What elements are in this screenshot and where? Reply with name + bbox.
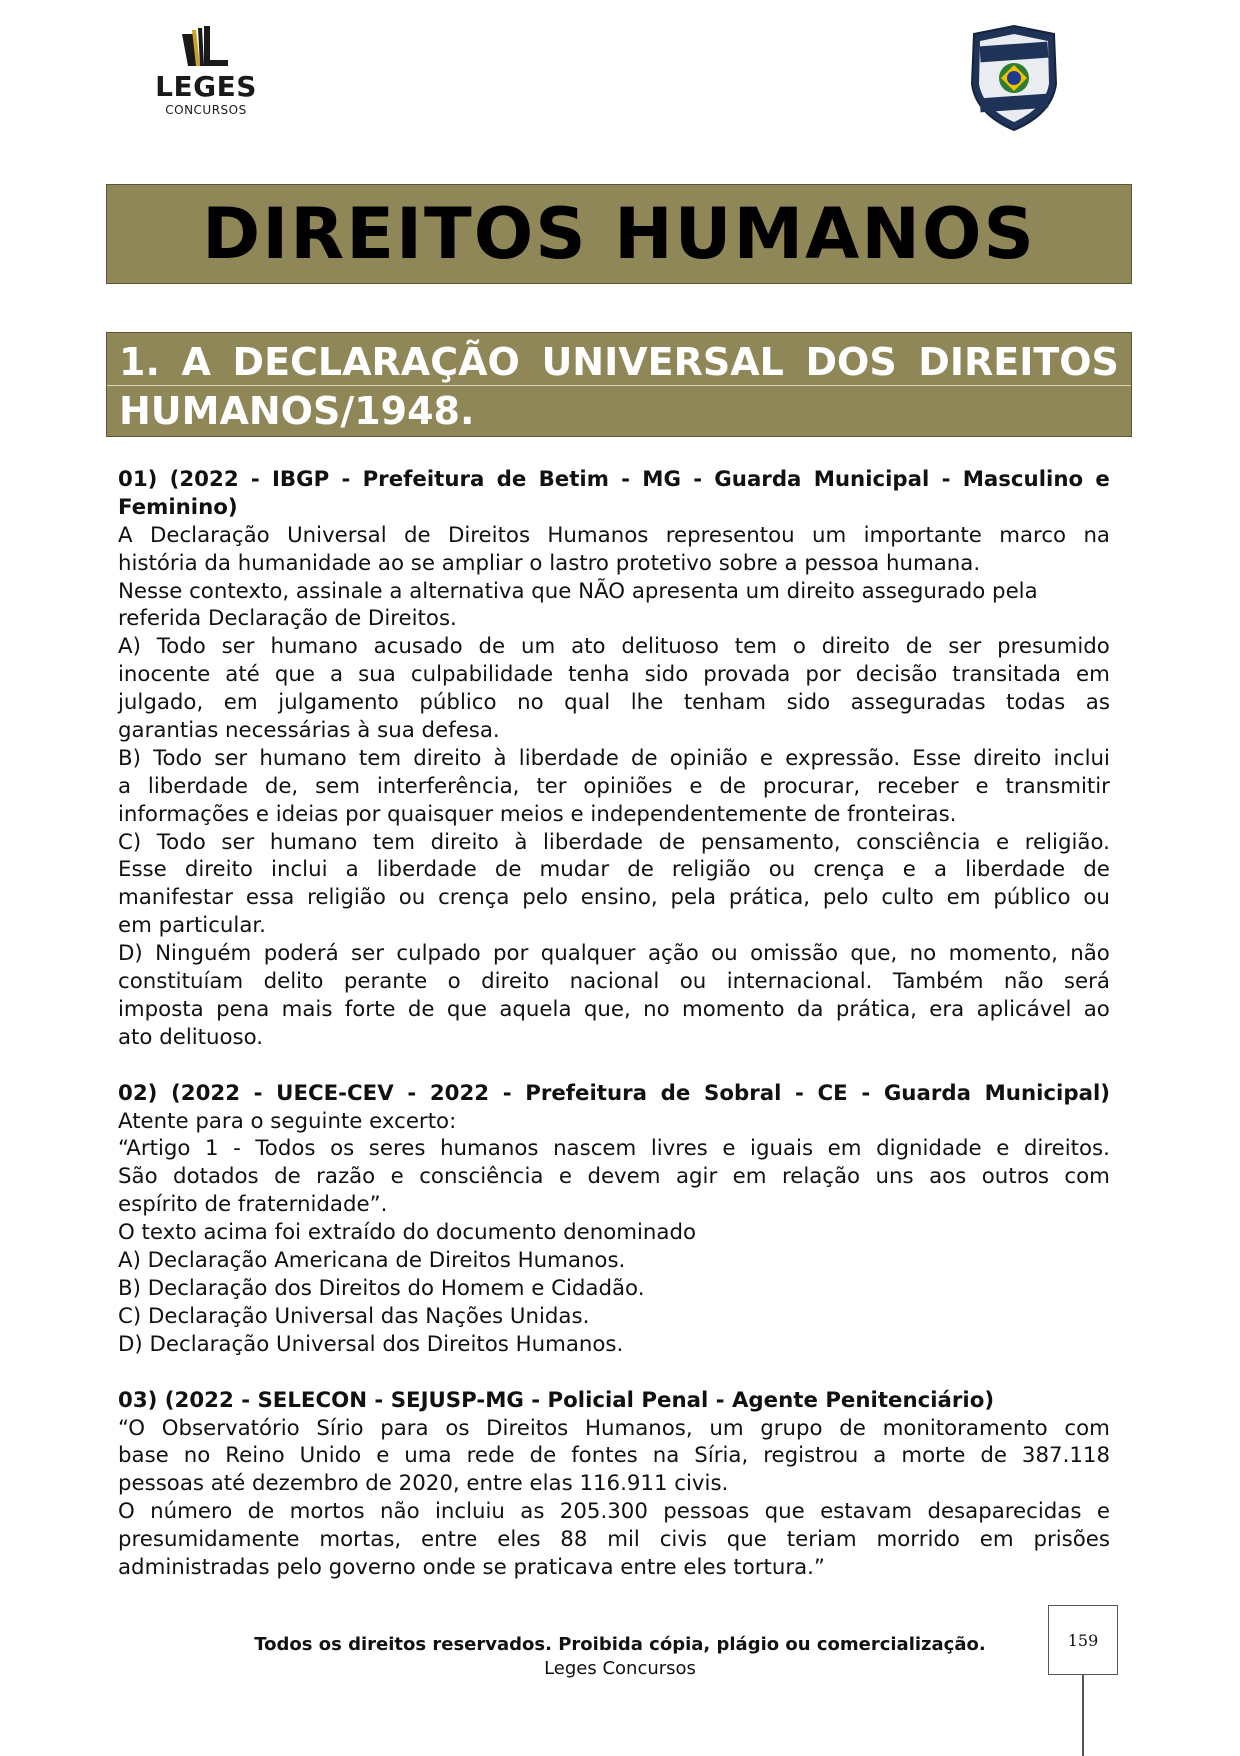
- question-text-line: espírito de fraternidade”.: [118, 1192, 388, 1218]
- section-heading-line2: HUMANOS/1948.: [119, 389, 475, 433]
- guarda-municipal-badge: [968, 24, 1060, 132]
- question-text-line: a liberdade de, sem interferência, ter opiniões e de procurar, receber e transmitir: [118, 773, 1110, 799]
- question-header: 01) (2022 - IBGP - Prefeitura de Betim - MG - Guarda Municipal - Masculino e: [118, 467, 1110, 492]
- logo-subtext: CONCURSOS: [165, 103, 247, 117]
- section-heading: [106, 332, 1132, 437]
- question-text-line: administradas pelo governo onde se praticava entre eles tortura.”: [118, 1554, 825, 1580]
- section-heading-word: 1.: [119, 340, 160, 384]
- question-text-line: informações e ideias por quaisquer meios e independentemente de fronteiras.: [118, 801, 957, 827]
- logo-text: LEGES: [155, 70, 257, 103]
- section-heading-line1: [119, 339, 1119, 385]
- question-text-line: A Declaração Universal de Direitos Humanos representou um importante marco na: [118, 522, 1110, 548]
- question-text-line: garantias necessárias à sua defesa.: [118, 718, 500, 744]
- question-text-line: julgado, em julgamento público no qual lhe tenham sido asseguradas todas as: [118, 690, 1110, 716]
- question-text-line: Nesse contexto, assinale a alternativa que NÃO apresenta um direito assegurado pela: [118, 578, 1038, 604]
- question-text-line: Atente para o seguinte excerto:: [118, 1108, 457, 1134]
- footer-rights: Todos os direitos reservados. Proibida cópia, plágio ou comercialização.: [254, 1634, 986, 1655]
- question-text-line: “Artigo 1 - Todos os seres humanos nascem livres e iguais em dignidade e direitos.: [118, 1136, 1110, 1162]
- question-text-line: D) Ninguém poderá ser culpado por qualquer ação ou omissão que, no momento, não: [118, 941, 1110, 967]
- question-text-line: em particular.: [118, 913, 266, 939]
- question-text-line: base no Reino Unido e uma rede de fontes na Síria, registrou a morte de 387.118: [118, 1443, 1110, 1469]
- question-text-line: C) Declaração Universal das Nações Unidas.: [118, 1303, 590, 1329]
- section-heading-word: DIREITOS: [918, 340, 1119, 384]
- question-text-line: presumidamente mortas, entre eles 88 mil civis que teriam morrido em prisões: [118, 1527, 1110, 1553]
- footer: [230, 1634, 1010, 1682]
- section-heading-word: UNIVERSAL: [541, 340, 784, 384]
- leges-logo: [150, 26, 262, 120]
- section-heading-word: A: [181, 340, 211, 384]
- page-number-line: [1082, 1675, 1084, 1756]
- question-block: [118, 1080, 1110, 1359]
- question-text-line: pessoas até dezembro de 2020, entre elas 116.911 civis.: [118, 1471, 729, 1497]
- section-heading-word: DECLARAÇÃO: [232, 340, 520, 384]
- questions-content: [118, 466, 1110, 1610]
- question-text-line: manifestar essa religião ou crença pelo ensino, pela prática, pelo culto em público ou: [118, 885, 1110, 911]
- question-text-line: A) Declaração Americana de Direitos Humanos.: [118, 1248, 626, 1274]
- question-text-line: O número de mortos não incluiu as 205.300 pessoas que estavam desaparecidas e: [118, 1499, 1110, 1525]
- leges-emblem-icon: [176, 26, 236, 72]
- question-block: [118, 466, 1110, 1052]
- question-header: 03) (2022 - SELECON - SEJUSP-MG - Policial Penal - Agente Penitenciário): [118, 1387, 995, 1413]
- shield-icon: [968, 24, 1060, 132]
- question-text-line: Esse direito inclui a liberdade de mudar de religião ou crença e a liberdade de: [118, 857, 1110, 883]
- page-number: 159: [1048, 1605, 1118, 1675]
- page-title-banner: [106, 184, 1132, 284]
- question-text-line: “O Observatório Sírio para os Direitos Humanos, um grupo de monitoramento com: [118, 1415, 1110, 1441]
- question-text-line: história da humanidade ao se ampliar o lastro protetivo sobre a pessoa humana.: [118, 550, 981, 576]
- question-text-line: B) Todo ser humano tem direito à liberdade de opinião e expressão. Esse direito inclui: [118, 745, 1110, 771]
- page-title: DIREITOS HUMANOS: [202, 193, 1036, 275]
- section-heading-word: DOS: [805, 340, 897, 384]
- question-block: [118, 1387, 1110, 1582]
- question-text-line: constituíam delito perante o direito nacional ou internacional. Também não será: [118, 969, 1110, 995]
- question-text-line: São dotados de razão e consciência e devem agir em relação uns aos outros com: [118, 1164, 1110, 1190]
- question-text-line: referida Declaração de Direitos.: [118, 606, 457, 632]
- question-text-line: imposta pena mais forte de que aquela que, no momento da prática, era aplicável ao: [118, 996, 1110, 1022]
- question-text-line: B) Declaração dos Direitos do Homem e Cidadão.: [118, 1275, 645, 1301]
- question-header: 02) (2022 - UECE-CEV - 2022 - Prefeitura de Sobral - CE - Guarda Municipal): [118, 1080, 1110, 1106]
- question-text-line: A) Todo ser humano acusado de um ato delituoso tem o direito de ser presumido: [118, 634, 1110, 660]
- question-text-line: D) Declaração Universal dos Direitos Humanos.: [118, 1331, 624, 1357]
- question-header: Feminino): [118, 494, 238, 520]
- footer-company: Leges Concursos: [544, 1658, 696, 1679]
- question-text-line: inocente até que a sua culpabilidade tenha sido provada por decisão transitada em: [118, 662, 1110, 688]
- question-text-line: ato delituoso.: [118, 1024, 264, 1050]
- question-text-line: O texto acima foi extraído do documento denominado: [118, 1220, 697, 1246]
- question-text-line: C) Todo ser humano tem direito à liberdade de pensamento, consciência e religião.: [118, 829, 1110, 855]
